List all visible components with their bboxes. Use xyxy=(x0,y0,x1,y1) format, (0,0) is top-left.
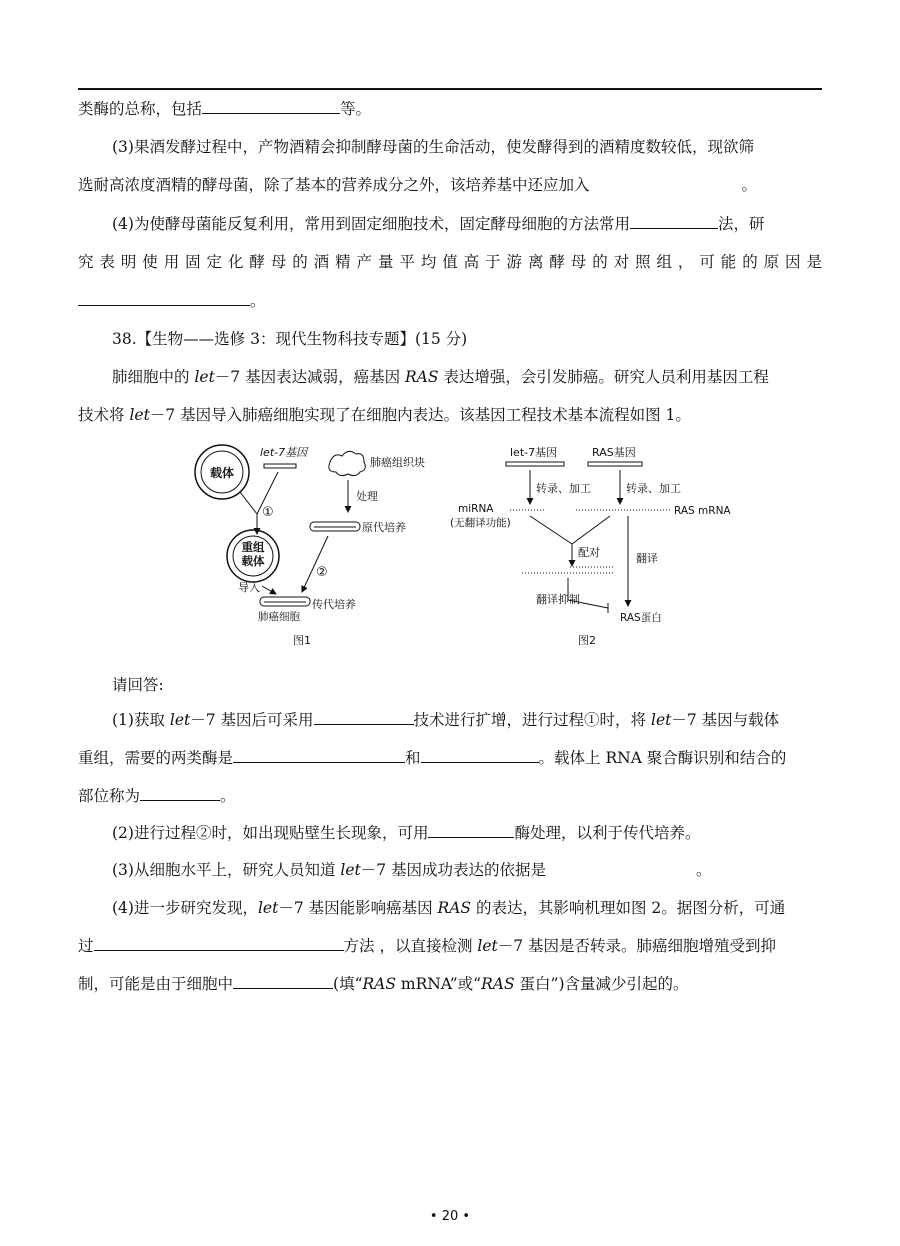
answer-blank[interactable] xyxy=(428,822,514,838)
please-answer: 请回答: xyxy=(112,676,164,694)
let7-gene-label: let-7基因 xyxy=(260,446,308,459)
intro-line2: 技术将 let－7 基因导入肺癌细胞实现了在细胞内表达。该基因工程技术基本流程如图 1。 xyxy=(78,406,691,424)
step-2-marker: ② xyxy=(316,565,328,580)
gene-segment xyxy=(264,464,296,468)
answer-blank[interactable] xyxy=(630,213,718,229)
figure-1-caption: 图1 xyxy=(293,634,311,647)
question-4-line2: 究表明使用固定化酵母的酒精产量平均值高于游离酵母的对照组，可能的原因是 xyxy=(78,253,822,271)
answer-blank[interactable] xyxy=(421,747,539,763)
answer-4-line1: (4)进一步研究发现，let－7 基因能影响癌基因 RAS 的表达，其影响机理如图 2。据图分析，可通 xyxy=(112,899,786,917)
figure-2 xyxy=(450,445,731,647)
recombinant-label-2: 载体 xyxy=(241,554,265,568)
ras-mrna-label: RAS mRNA xyxy=(674,505,731,517)
answer-blank[interactable] xyxy=(202,98,340,114)
no-translation-label: (无翻译功能) xyxy=(450,517,511,529)
tissue-icon xyxy=(329,451,365,475)
translation-inhibition-label: 翻译抑制 xyxy=(536,593,580,606)
primary-culture-label: 原代培养 xyxy=(362,521,406,534)
answer-1-line3: 部位称为 。 xyxy=(78,787,236,805)
figure-1 xyxy=(195,445,425,647)
text-line: 类酶的总称，包括 等。 xyxy=(78,100,372,118)
intro-line1: 肺细胞中的 let－7 基因表达减弱，癌基因 RAS 表达增强，会引发肺癌。研究人员利用基因工程 xyxy=(112,368,769,386)
answer-blank[interactable] xyxy=(78,290,250,306)
answer-2: (2)进行过程②时，如出现贴壁生长现象，可用 酶处理，以利于传代培养。 xyxy=(112,824,701,842)
answer-blank[interactable] xyxy=(590,175,742,190)
answer-blank[interactable] xyxy=(233,973,333,989)
transcription-label-2: 转录、加工 xyxy=(626,482,681,495)
let7-gene-label: let-7基因 xyxy=(510,446,558,459)
lung-cancer-cells-label: 肺癌细胞 xyxy=(258,611,300,623)
tissue-label: 肺癌组织块 xyxy=(370,456,425,469)
answer-4-line3: 制，可能是由于细胞中 (填“RAS mRNA”或“RAS 蛋白”)含量减少引起的。 xyxy=(78,975,689,993)
pairing-label: 配对 xyxy=(578,546,600,559)
answer-1-line2: 重组，需要的两类酶是 和 。载体上 RNA 聚合酶识别和结合的 xyxy=(78,749,787,767)
answer-4-line2: 过 方法 ，以直接检测 let－7 基因是否转录。肺癌细胞增殖受到抑 xyxy=(78,937,777,955)
answer-blank[interactable] xyxy=(314,709,414,725)
question-3-line1: (3)果酒发酵过程中，产物酒精会抑制酵母菌的生命活动，使发酵得到的酒精度数较低，现欲筛 xyxy=(112,138,754,156)
mirna-label: miRNA xyxy=(458,503,494,515)
answer-blank[interactable] xyxy=(94,935,344,951)
step-1-marker: ① xyxy=(262,505,274,520)
import-label: 导入 xyxy=(238,581,260,594)
figures xyxy=(190,440,731,660)
let7-gene-segment xyxy=(506,462,564,466)
figure-2-caption: 图2 xyxy=(578,634,596,647)
question-4-line1: (4)为使酵母菌能反复利用，常用到固定细胞技术，固定酵母细胞的方法常用 法，研 xyxy=(112,215,765,233)
passage-culture-label: 传代培养 xyxy=(312,598,356,611)
question-4-line3: 。 xyxy=(78,290,822,312)
vector-label: 载体 xyxy=(209,466,235,480)
question-38-heading: 38.【生物——选修 3：现代生物科技专题】(15 分) xyxy=(112,330,468,348)
answer-blank[interactable] xyxy=(546,860,696,875)
ras-protein-label: RAS蛋白 xyxy=(620,612,662,624)
ras-gene-label: RAS基因 xyxy=(592,446,636,459)
process-label: 处理 xyxy=(356,490,378,503)
answer-3: (3)从细胞水平上，研究人员知道 let－7 基因成功表达的依据是 。 xyxy=(112,861,712,879)
page-number: • 20 • xyxy=(429,1209,471,1224)
answer-blank[interactable] xyxy=(233,747,405,763)
answer-1-line1: (1)获取 let－7 基因后可采用 技术进行扩增，进行过程①时，将 let－7 基因与载体 xyxy=(112,711,780,729)
ras-gene-segment xyxy=(588,462,642,466)
recombinant-label-1: 重组 xyxy=(241,540,265,554)
question-3-line2: 选耐高浓度酒精的酵母菌，除了基本的营养成分之外，该培养基中还应加入 。 xyxy=(78,176,758,194)
translation-label: 翻译 xyxy=(636,552,658,565)
transcription-label-1: 转录、加工 xyxy=(536,482,591,495)
answer-blank[interactable] xyxy=(140,785,220,801)
header-rule xyxy=(78,88,822,90)
